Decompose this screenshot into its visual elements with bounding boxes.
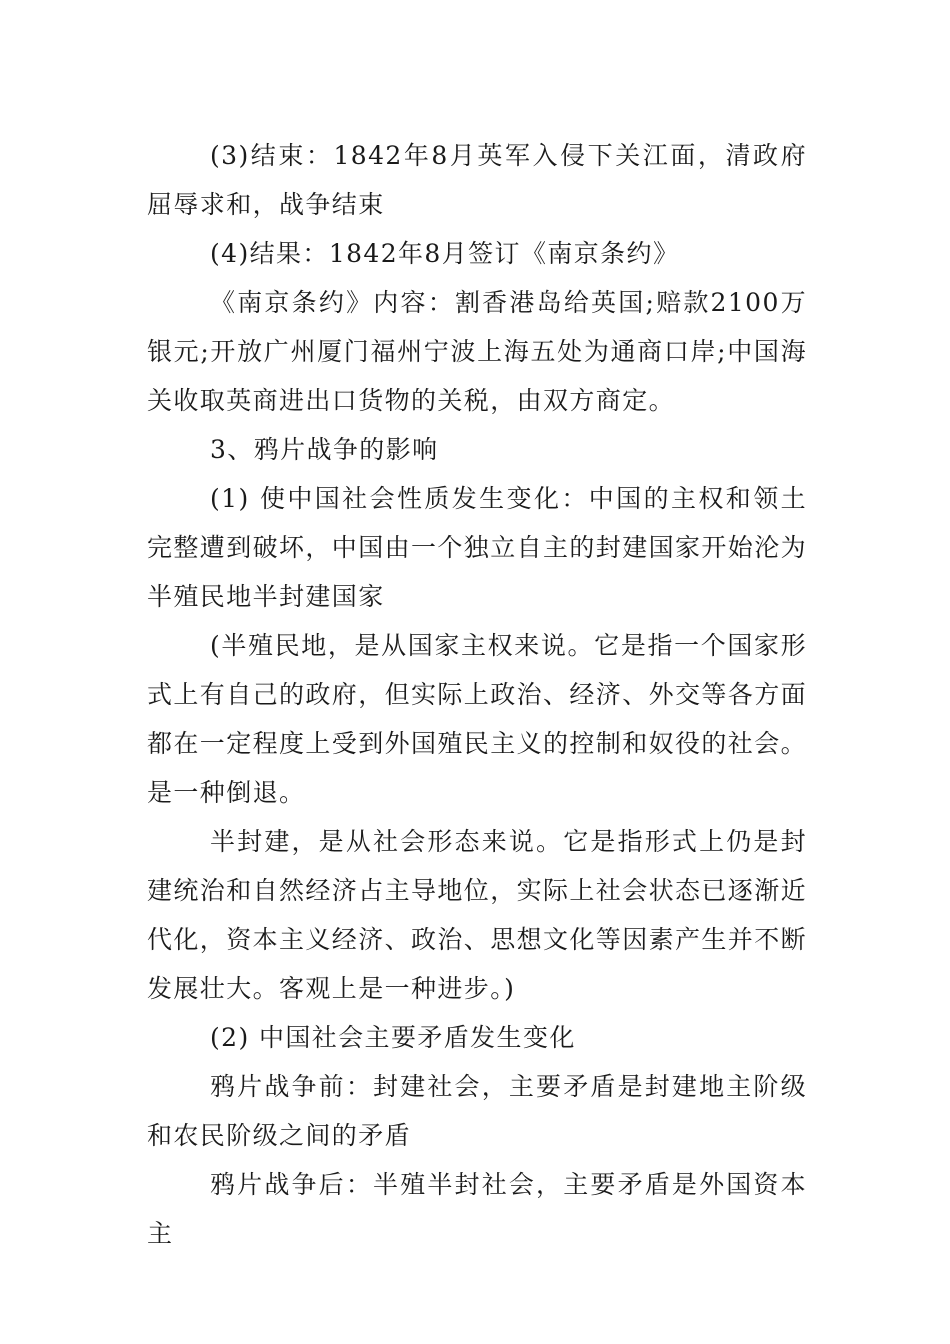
paragraph-semi-feudal-definition: 半封建，是从社会形态来说。它是指形式上仍是封建统治和自然经济占主导地位，实际上社会状态已逐渐近代化，资本主义经济、政治、思想文化等因素产生并不断发展壮大。客观上是一种进步。) (147, 827, 808, 1003)
paragraph-after-war: 鸦片战争后：半殖半封社会，主要矛盾是外国资本主 (147, 1170, 807, 1248)
paragraph-semi-colonial-definition: (半殖民地，是从国家主权来说。它是指一个国家形式上有自己的政府，但实际上政治、经济、外交等各方面都在一定程度上受到外国殖民主义的控制和奴役的社会。是一种倒退。 (147, 631, 808, 807)
paragraph-contradiction-change: (2) 中国社会主要矛盾发生变化 (210, 1023, 576, 1052)
paragraph-war-end: (3)结束：1842年8月英军入侵下关江面，清政府屈辱求和，战争结束 (147, 141, 807, 219)
paragraph-treaty-content: 《南京条约》内容：割香港岛给英国;赔款2100万银元;开放广州厦门福州宁波上海五处为通商口岸;中国海关收取英商进出口货物的关税，由双方商定。 (147, 288, 807, 415)
paragraph-war-result: (4)结果：1842年8月签订《南京条约》 (210, 239, 680, 268)
paragraph-society-nature-change: (1) 使中国社会性质发生变化：中国的主权和领土完整遭到破坏，中国由一个独立自主的封建国家开始沦为半殖民地半封建国家 (147, 484, 808, 611)
paragraph-before-war: 鸦片战争前：封建社会，主要矛盾是封建地主阶级和农民阶级之间的矛盾 (147, 1072, 807, 1150)
section-heading-war-impact: 3、鸦片战争的影响 (210, 435, 439, 464)
document-body (147, 131, 807, 1258)
